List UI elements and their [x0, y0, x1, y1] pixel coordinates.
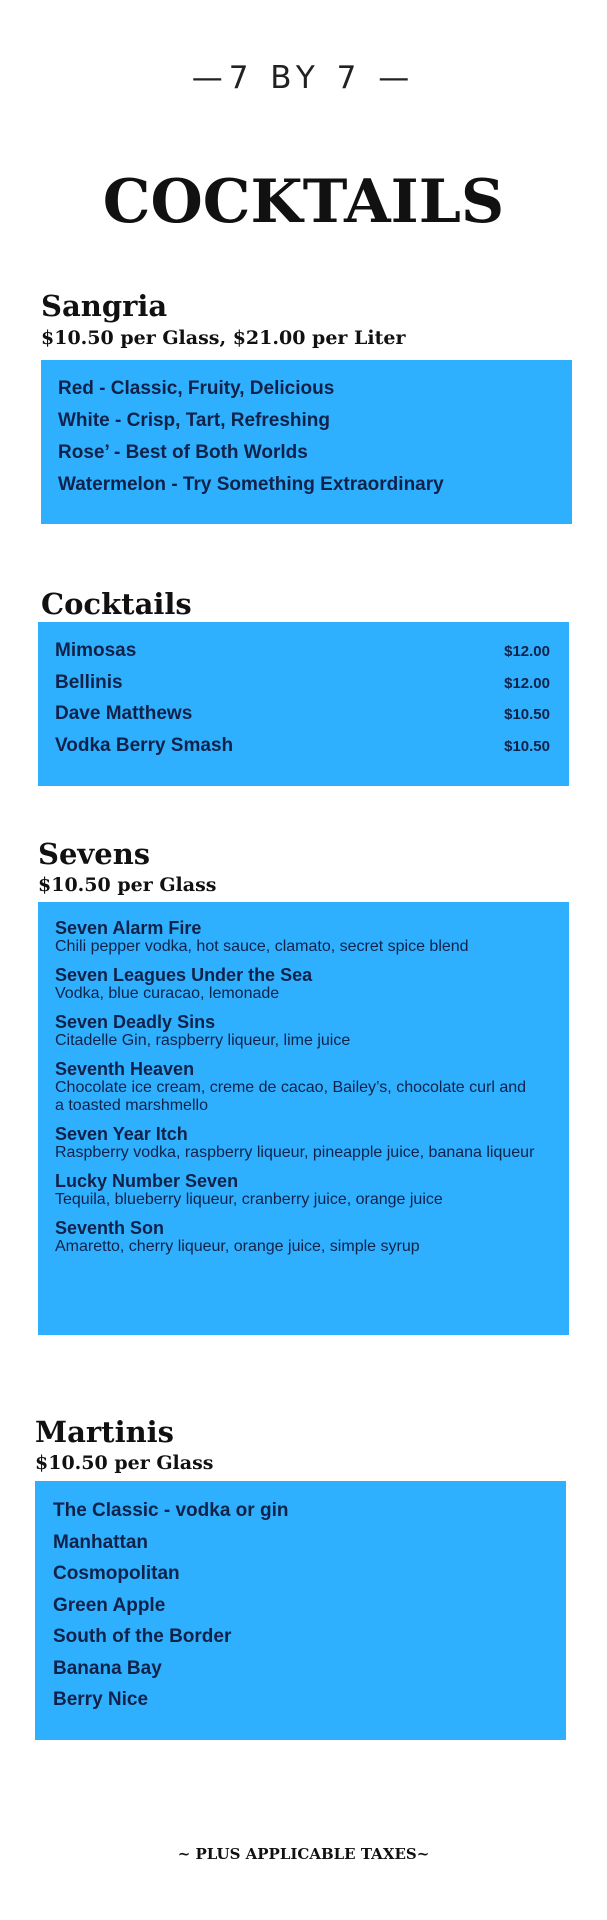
seven-description: Citadelle Gin, raspberry liqueur, lime juice [55, 1032, 351, 1049]
seven-item [55, 1171, 539, 1209]
cocktail-row [55, 735, 550, 767]
martini-item: Green Apple [53, 1594, 166, 1616]
taxes-note: ~ PLUS APPLICABLE TAXES~ [177, 1845, 430, 1863]
seven-description: Chili pepper vodka, hot sauce, clamato, secret spice blend [55, 938, 469, 955]
sangria-list [41, 360, 572, 524]
sangria-price: $10.50 per Glass, $21.00 per Liter [41, 327, 406, 349]
seven-name: Seven Leagues Under the Sea [55, 965, 313, 985]
seven-description: Raspberry vodka, raspberry liqueur, pineapple juice, banana liqueur [55, 1144, 535, 1161]
cocktail-price: $10.50 [504, 706, 550, 723]
martinis-price: $10.50 per Glass [35, 1452, 214, 1474]
seven-name: Seventh Heaven [55, 1059, 195, 1079]
seven-item [55, 965, 539, 1003]
seven-description: Amaretto, cherry liqueur, orange juice, simple syrup [55, 1238, 420, 1255]
martini-item: Banana Bay [53, 1657, 162, 1679]
page-title: COCKTAILS [102, 167, 505, 237]
cocktail-price: $12.00 [504, 674, 550, 692]
martinis-title: Martinis [35, 1415, 175, 1449]
sevens-title: Sevens [38, 837, 151, 871]
seven-description: Chocolate ice cream, creme de cacao, Bailey’s, chocolate curl and a toasted marshmello [55, 1079, 527, 1114]
cocktail-name: Vodka Berry Smash [55, 734, 234, 756]
cocktails-list [38, 622, 569, 786]
martinis-list [35, 1481, 566, 1740]
sangria-item: Red - Classic, Fruity, Delicious [58, 378, 335, 399]
martini-item: The Classic - vodka or gin [53, 1500, 289, 1521]
seven-item [55, 1124, 539, 1162]
seven-name: Seven Year Itch [55, 1124, 188, 1144]
sangria-title: Sangria [41, 289, 168, 323]
martini-item: Berry Nice [53, 1689, 149, 1710]
cocktail-name: Bellinis [55, 671, 123, 693]
sevens-price: $10.50 per Glass [38, 874, 217, 896]
seven-description: Tequila, blueberry liqueur, cranberry juice, orange juice [55, 1191, 443, 1208]
martini-item: South of the Border [53, 1626, 232, 1647]
martini-item: Cosmopolitan [53, 1563, 180, 1584]
seven-item [55, 1059, 539, 1115]
cocktails-title: Cocktails [41, 587, 192, 621]
seven-name: Seven Alarm Fire [55, 918, 202, 938]
cocktail-price: $10.50 [504, 737, 550, 755]
seven-name: Seventh Son [55, 1218, 165, 1238]
seven-name: Seven Deadly Sins [55, 1012, 216, 1032]
cocktail-name: Dave Matthews [55, 703, 193, 724]
sangria-item: Rose’ - Best of Both Worlds [58, 442, 308, 463]
cocktail-row [55, 703, 550, 735]
cocktail-price: $12.00 [504, 643, 550, 660]
brand-header: —7 BY 7 — [191, 60, 416, 96]
sevens-list [38, 902, 569, 1335]
cocktail-name: Mimosas [55, 640, 137, 661]
seven-item [55, 1012, 539, 1050]
seven-item [55, 918, 539, 956]
seven-description: Vodka, blue curacao, lemonade [55, 985, 280, 1002]
sangria-item: White - Crisp, Tart, Refreshing [58, 410, 331, 431]
sangria-item: Watermelon - Try Something Extraordinary [58, 474, 444, 495]
martini-item: Manhattan [53, 1531, 148, 1553]
seven-item [55, 1218, 539, 1256]
seven-name: Lucky Number Seven [55, 1171, 239, 1191]
cocktail-row [55, 672, 550, 704]
cocktail-row [55, 640, 550, 672]
